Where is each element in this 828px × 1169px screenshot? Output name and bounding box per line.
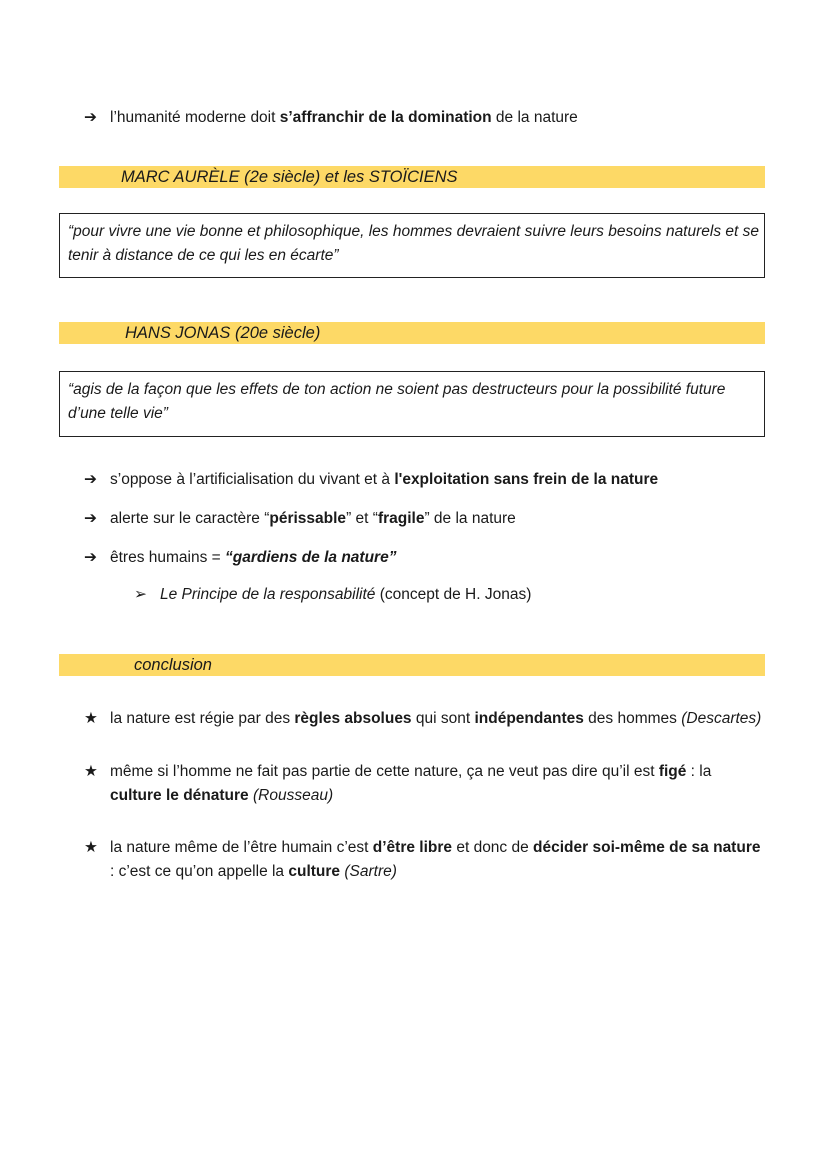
- star-bullet-icon: ★: [84, 839, 98, 856]
- list-item-text: s’oppose à l’artificialisation du vivant et à l'exploitation sans frein de la nature: [110, 471, 659, 488]
- quote-box-marc-aurele: [59, 213, 765, 278]
- section-heading-text: HANS JONAS (20e siècle): [125, 324, 321, 342]
- section-heading-conclusion: [59, 654, 765, 676]
- sub-list-item-text: Le Principe de la responsabilité (concept de H. Jonas): [160, 586, 532, 603]
- arrow-bullet-icon: ➔: [84, 109, 97, 126]
- arrow-bullet-icon: ➔: [84, 549, 97, 566]
- section-heading-text: conclusion: [134, 656, 212, 674]
- section-heading-hans-jonas: [59, 322, 765, 344]
- list-item-text: la nature même de l’être humain c’est d’être libre et donc de décider soi-même de sa nature : c’est ce qu’on appelle la culture (Sartre): [110, 839, 761, 880]
- arrow-bullet-icon: ➔: [84, 510, 97, 527]
- section-heading-marc-aurele: [59, 166, 765, 188]
- star-bullet-icon: ★: [84, 763, 98, 780]
- list-item-text: alerte sur le caractère “périssable” et “fragile” de la nature: [110, 510, 516, 527]
- list-item-text: même si l’homme ne fait pas partie de cette nature, ça ne veut pas dire qu’il est figé : la culture le dénature (Rousseau): [110, 763, 712, 804]
- arrowhead-bullet-icon: ➢: [134, 586, 147, 603]
- quote-line: “pour vivre une vie bonne et philosophique, les hommes devraient suivre leurs besoins naturels et se: [68, 223, 759, 240]
- quote-line: d’une telle vie”: [68, 405, 168, 422]
- list-item-text: la nature est régie par des règles absolues qui sont indépendantes des hommes (Descartes): [110, 710, 762, 727]
- star-bullet-icon: ★: [84, 710, 98, 727]
- quote-box-hans-jonas: [59, 371, 765, 437]
- quote-line: tenir à distance de ce qui les en écarte”: [68, 247, 339, 264]
- quote-line: “agis de la façon que les effets de ton action ne soient pas destructeurs pour la possibilité future: [68, 381, 726, 398]
- section-heading-text: MARC AURÈLE (2e siècle) et les STOÏCIENS: [121, 168, 458, 186]
- list-item-text: êtres humains = “gardiens de la nature”: [110, 549, 397, 566]
- intro-text: l’humanité moderne doit s’affranchir de la domination de la nature: [110, 109, 578, 126]
- arrow-bullet-icon: ➔: [84, 471, 97, 488]
